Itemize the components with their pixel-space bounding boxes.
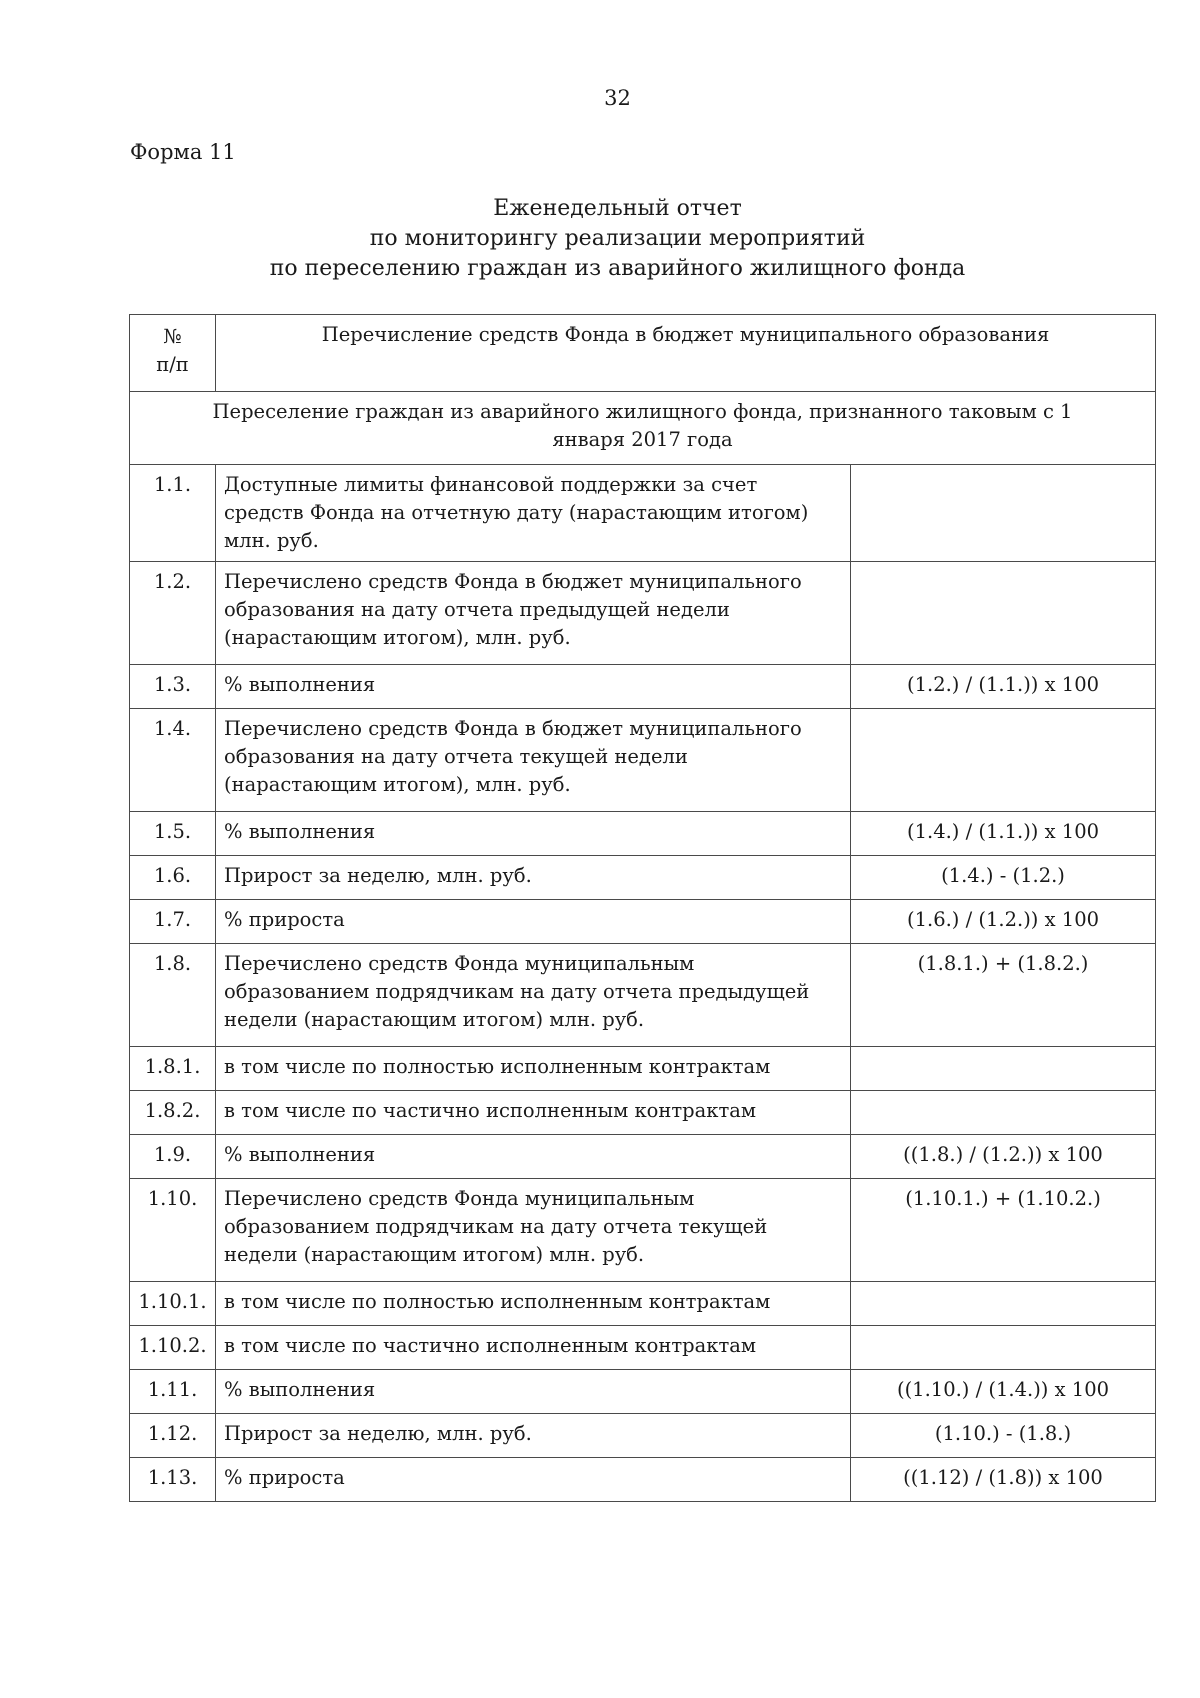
row-number: 1.4. bbox=[130, 709, 216, 812]
title-line-2: по мониторингу реализации мероприятий bbox=[369, 226, 866, 251]
table-row bbox=[130, 562, 1156, 665]
row-label: Перечислено средств Фонда в бюджет муниципального образования на дату отчета текущей недели (нарастающим итогом), млн. руб. bbox=[216, 709, 851, 812]
row-formula bbox=[851, 1091, 1156, 1135]
row-label: % выполнения bbox=[216, 812, 851, 856]
section-title: Переселение граждан из аварийного жилищного фонда, признанного таковым с 1 января 2017 года bbox=[130, 392, 1156, 465]
row-formula: (1.4.) / (1.1.)) х 100 bbox=[851, 812, 1156, 856]
row-label: Перечислено средств Фонда в бюджет муниципального образования на дату отчета предыдущей недели (нарастающим итогом), млн. руб. bbox=[216, 562, 851, 665]
row-formula: (1.6.) / (1.2.)) х 100 bbox=[851, 900, 1156, 944]
row-label: Прирост за неделю, млн. руб. bbox=[216, 1414, 851, 1458]
row-label: % выполнения bbox=[216, 665, 851, 709]
row-label: в том числе по полностью исполненным контрактам bbox=[216, 1282, 851, 1326]
row-formula bbox=[851, 562, 1156, 665]
row-number: 1.2. bbox=[130, 562, 216, 665]
row-number: 1.1. bbox=[130, 465, 216, 562]
row-formula: ((1.12) / (1.8)) х 100 bbox=[851, 1458, 1156, 1502]
table-row bbox=[130, 944, 1156, 1047]
row-label: % выполнения bbox=[216, 1135, 851, 1179]
row-formula bbox=[851, 1047, 1156, 1091]
row-number: 1.10. bbox=[130, 1179, 216, 1282]
row-formula: ((1.10.) / (1.4.)) х 100 bbox=[851, 1370, 1156, 1414]
table-row bbox=[130, 1091, 1156, 1135]
row-label: % выполнения bbox=[216, 1370, 851, 1414]
form-label: Форма 11 bbox=[130, 140, 236, 164]
row-formula: (1.8.1.) + (1.8.2.) bbox=[851, 944, 1156, 1047]
title-line-3: по переселению граждан из аварийного жилищного фонда bbox=[269, 256, 966, 281]
row-label: Доступные лимиты финансовой поддержки за счет средств Фонда на отчетную дату (нарастающим итогом) млн. руб. bbox=[216, 465, 851, 562]
row-number: 1.10.2. bbox=[130, 1326, 216, 1370]
row-label: Перечислено средств Фонда муниципальным образованием подрядчикам на дату отчета текущей недели (нарастающим итогом) млн. руб. bbox=[216, 1179, 851, 1282]
row-number: 1.6. bbox=[130, 856, 216, 900]
table-row bbox=[130, 1458, 1156, 1502]
row-label: Перечислено средств Фонда муниципальным образованием подрядчикам на дату отчета предыдущей недели (нарастающим итогом) млн. руб. bbox=[216, 944, 851, 1047]
row-formula bbox=[851, 465, 1156, 562]
row-number: 1.8.2. bbox=[130, 1091, 216, 1135]
table-row bbox=[130, 856, 1156, 900]
col-main-header: Перечисление средств Фонда в бюджет муниципального образования bbox=[216, 315, 1156, 392]
row-number: 1.11. bbox=[130, 1370, 216, 1414]
table-row bbox=[130, 665, 1156, 709]
col-no-header: № п/п bbox=[130, 315, 216, 392]
table-row bbox=[130, 1282, 1156, 1326]
row-number: 1.8. bbox=[130, 944, 216, 1047]
row-number: 1.3. bbox=[130, 665, 216, 709]
row-formula: (1.2.) / (1.1.)) х 100 bbox=[851, 665, 1156, 709]
table-row bbox=[130, 1370, 1156, 1414]
row-formula bbox=[851, 709, 1156, 812]
row-label: % прироста bbox=[216, 1458, 851, 1502]
row-number: 1.5. bbox=[130, 812, 216, 856]
row-formula: (1.4.) - (1.2.) bbox=[851, 856, 1156, 900]
page-number: 32 bbox=[604, 86, 631, 110]
row-formula: (1.10.) - (1.8.) bbox=[851, 1414, 1156, 1458]
title-line-1: Еженедельный отчет bbox=[493, 196, 742, 221]
table-row bbox=[130, 812, 1156, 856]
row-label: в том числе по полностью исполненным контрактам bbox=[216, 1047, 851, 1091]
row-label: % прироста bbox=[216, 900, 851, 944]
table-header-row bbox=[130, 315, 1156, 392]
table-row bbox=[130, 709, 1156, 812]
document-title bbox=[0, 194, 1200, 284]
row-number: 1.7. bbox=[130, 900, 216, 944]
row-label: в том числе по частично исполненным контрактам bbox=[216, 1326, 851, 1370]
row-label: в том числе по частично исполненным контрактам bbox=[216, 1091, 851, 1135]
report-table bbox=[129, 314, 1156, 1502]
row-number: 1.10.1. bbox=[130, 1282, 216, 1326]
table-row bbox=[130, 1135, 1156, 1179]
row-number: 1.12. bbox=[130, 1414, 216, 1458]
table-row bbox=[130, 1179, 1156, 1282]
row-label: Прирост за неделю, млн. руб. bbox=[216, 856, 851, 900]
table-row bbox=[130, 1326, 1156, 1370]
row-formula bbox=[851, 1282, 1156, 1326]
row-formula bbox=[851, 1326, 1156, 1370]
table-row bbox=[130, 465, 1156, 562]
section-row bbox=[130, 392, 1156, 465]
table-row bbox=[130, 1047, 1156, 1091]
row-number: 1.8.1. bbox=[130, 1047, 216, 1091]
row-number: 1.13. bbox=[130, 1458, 216, 1502]
table-row bbox=[130, 1414, 1156, 1458]
row-number: 1.9. bbox=[130, 1135, 216, 1179]
table-row bbox=[130, 900, 1156, 944]
row-formula: ((1.8.) / (1.2.)) х 100 bbox=[851, 1135, 1156, 1179]
row-formula: (1.10.1.) + (1.10.2.) bbox=[851, 1179, 1156, 1282]
